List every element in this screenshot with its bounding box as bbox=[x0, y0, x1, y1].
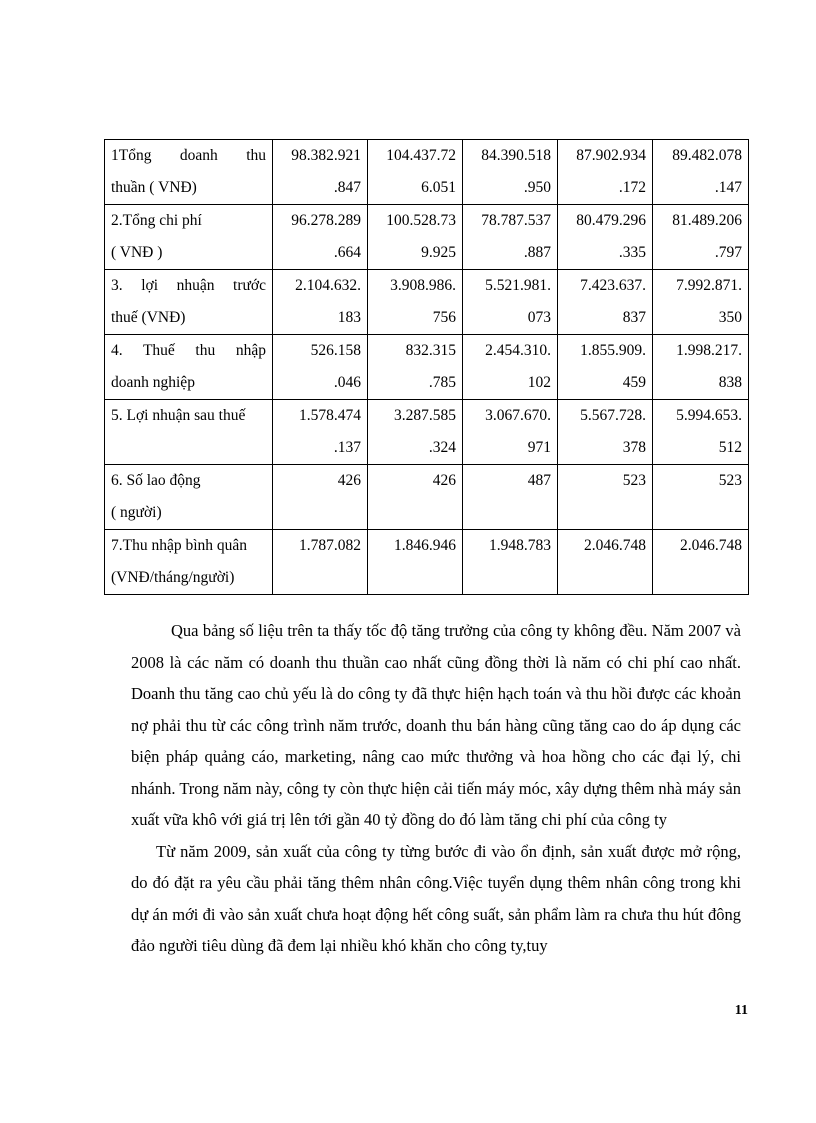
value-line: 378 bbox=[622, 439, 646, 456]
value-cell bbox=[368, 140, 463, 205]
table-body bbox=[105, 140, 749, 595]
value-line: 512 bbox=[718, 439, 742, 456]
table-row bbox=[105, 205, 749, 270]
row-label-line: doanh nghiệp bbox=[111, 374, 195, 391]
value-line: 100.528.73 bbox=[386, 212, 456, 229]
value-line: 523 bbox=[622, 472, 646, 489]
value-line: 9.925 bbox=[421, 244, 456, 261]
value-cell bbox=[558, 205, 653, 270]
value-line: .324 bbox=[428, 439, 456, 456]
value-line: 78.787.537 bbox=[481, 212, 551, 229]
value-line: 5.521.981. bbox=[485, 277, 551, 294]
value-line: 6.051 bbox=[421, 179, 456, 196]
table-row bbox=[105, 465, 749, 530]
value-cell bbox=[653, 465, 749, 530]
value-line: 1.948.783 bbox=[489, 537, 551, 554]
value-cell bbox=[273, 205, 368, 270]
value-line: 1.998.217. bbox=[676, 342, 742, 359]
row-label-cell bbox=[105, 530, 273, 595]
table-row bbox=[105, 140, 749, 205]
value-cell bbox=[273, 140, 368, 205]
value-line: 2.104.632. bbox=[295, 277, 361, 294]
value-line bbox=[659, 562, 742, 594]
value-line: .137 bbox=[333, 439, 361, 456]
row-label-line: 5. Lợi nhuận sau thuế bbox=[111, 407, 246, 424]
value-line bbox=[374, 562, 456, 594]
row-label-line: ( người) bbox=[111, 504, 162, 521]
value-cell bbox=[368, 270, 463, 335]
value-cell bbox=[463, 335, 558, 400]
value-cell bbox=[368, 465, 463, 530]
row-label-line: thuế (VNĐ) bbox=[111, 309, 186, 326]
value-line: .664 bbox=[333, 244, 361, 261]
value-line bbox=[469, 497, 551, 529]
value-cell bbox=[273, 335, 368, 400]
value-line: 526.158 bbox=[310, 342, 361, 359]
row-label-line bbox=[111, 432, 266, 464]
value-line: 832.315 bbox=[405, 342, 456, 359]
value-line: .147 bbox=[714, 179, 742, 196]
value-line: 2.454.310. bbox=[485, 342, 551, 359]
value-line: 837 bbox=[622, 309, 646, 326]
page-number: 11 bbox=[734, 1003, 748, 1018]
value-cell bbox=[368, 335, 463, 400]
value-line: .335 bbox=[618, 244, 646, 261]
row-label-line: 7.Thu nhập bình quân bbox=[111, 537, 248, 554]
table-row bbox=[105, 270, 749, 335]
value-cell bbox=[368, 205, 463, 270]
body-text bbox=[131, 615, 741, 962]
value-line: 5.567.728. bbox=[580, 407, 646, 424]
value-line: 523 bbox=[718, 472, 742, 489]
value-cell bbox=[463, 140, 558, 205]
value-line: 073 bbox=[527, 309, 551, 326]
value-line: 80.479.296 bbox=[576, 212, 646, 229]
value-line bbox=[279, 497, 361, 529]
value-line: 350 bbox=[718, 309, 742, 326]
value-line: 7.992.871. bbox=[676, 277, 742, 294]
value-line: 1.578.474 bbox=[299, 407, 361, 424]
value-cell bbox=[653, 400, 749, 465]
value-line: 426 bbox=[432, 472, 456, 489]
value-line: .847 bbox=[333, 179, 361, 196]
row-label-cell bbox=[105, 140, 273, 205]
value-line: 426 bbox=[337, 472, 361, 489]
row-label-line: 2.Tổng chi phí bbox=[111, 212, 202, 229]
row-label-line: (VNĐ/tháng/người) bbox=[111, 569, 235, 586]
value-line: 89.482.078 bbox=[672, 147, 742, 164]
value-line: 102 bbox=[527, 374, 551, 391]
value-line: 3.908.986. bbox=[390, 277, 456, 294]
value-cell bbox=[653, 205, 749, 270]
value-cell bbox=[653, 270, 749, 335]
row-label-cell bbox=[105, 270, 273, 335]
value-cell bbox=[558, 140, 653, 205]
value-line: 1.787.082 bbox=[299, 537, 361, 554]
value-line bbox=[279, 562, 361, 594]
value-cell bbox=[368, 530, 463, 595]
value-cell bbox=[463, 465, 558, 530]
row-label-line: 1Tổng doanh thu bbox=[111, 147, 266, 164]
value-cell bbox=[463, 400, 558, 465]
value-cell bbox=[368, 400, 463, 465]
value-line bbox=[374, 497, 456, 529]
value-cell bbox=[653, 335, 749, 400]
row-label-cell bbox=[105, 335, 273, 400]
value-line: 104.437.72 bbox=[386, 147, 456, 164]
value-line: 84.390.518 bbox=[481, 147, 551, 164]
value-cell bbox=[273, 465, 368, 530]
value-line: 2.046.748 bbox=[680, 537, 742, 554]
row-label-line: 4. Thuế thu nhập bbox=[111, 342, 266, 359]
value-line: 81.489.206 bbox=[672, 212, 742, 229]
value-cell bbox=[653, 140, 749, 205]
value-line: 971 bbox=[527, 439, 551, 456]
row-label-line: thuần ( VNĐ) bbox=[111, 179, 197, 196]
value-cell bbox=[273, 530, 368, 595]
value-cell bbox=[273, 270, 368, 335]
row-label-cell bbox=[105, 465, 273, 530]
value-line: 756 bbox=[432, 309, 456, 326]
value-cell bbox=[463, 205, 558, 270]
value-line bbox=[564, 497, 646, 529]
value-line bbox=[469, 562, 551, 594]
table-row bbox=[105, 530, 749, 595]
value-line bbox=[659, 497, 742, 529]
value-line: 98.382.921 bbox=[291, 147, 361, 164]
value-line: .797 bbox=[714, 244, 742, 261]
value-cell bbox=[653, 530, 749, 595]
value-line: .172 bbox=[618, 179, 646, 196]
value-cell bbox=[558, 400, 653, 465]
table-row bbox=[105, 400, 749, 465]
row-label-cell bbox=[105, 400, 273, 465]
value-line: 3.287.585 bbox=[394, 407, 456, 424]
row-label-cell bbox=[105, 205, 273, 270]
value-line: 459 bbox=[622, 374, 646, 391]
value-line: 1.846.946 bbox=[394, 537, 456, 554]
value-cell bbox=[558, 465, 653, 530]
value-line: 1.855.909. bbox=[580, 342, 646, 359]
value-line: .950 bbox=[523, 179, 551, 196]
row-label-line: 3. lợi nhuận trước bbox=[111, 277, 266, 294]
row-label-line: ( VNĐ ) bbox=[111, 244, 163, 261]
value-line: 838 bbox=[718, 374, 742, 391]
value-line: 96.278.289 bbox=[291, 212, 361, 229]
value-line: 183 bbox=[337, 309, 361, 326]
value-line: 2.046.748 bbox=[584, 537, 646, 554]
value-line: .046 bbox=[333, 374, 361, 391]
value-line: .887 bbox=[523, 244, 551, 261]
value-cell bbox=[558, 270, 653, 335]
value-cell bbox=[463, 270, 558, 335]
paragraph-2: Từ năm 2009, sản xuất của công ty từng bước đi vào ổn định, sản xuất được mở rộng, do đó đặt ra yêu cầu phải tăng thêm nhân công.Việc tuyển dụng thêm nhân công trong khi dự án mới đi vào sản xuất chưa hoạt động hết công suất, sản phẩm làm ra chưa thu hút đông đảo người tiêu dùng đã đem lại nhiều khó khăn cho công ty,tuy bbox=[131, 841, 741, 955]
value-cell bbox=[463, 530, 558, 595]
value-line: 3.067.670. bbox=[485, 407, 551, 424]
value-cell bbox=[273, 400, 368, 465]
row-label-line: 6. Số lao động bbox=[111, 472, 201, 489]
paragraph-1: Qua bảng số liệu trên ta thấy tốc độ tăng trưởng của công ty không đều. Năm 2007 và 2008 là các năm có doanh thu thuần cao nhất cũng đồng thời là năm có chi phí cao nhất. Doanh thu tăng cao chủ yếu là do công ty đã thực hiện hạch toán và thu hồi được các khoản nợ phải thu từ các công trình năm trước, doanh thu bán hàng cũng tăng cao do áp dụng các biện pháp quảng cáo, marketing, nâng cao mức thưởng và hoa hồng cho các đại lý, chi nhánh. Trong năm này, công ty còn thực hiện cải tiến máy móc, xây dựng thêm nhà máy sản xuất vữa khô với giá trị lên tới gần 40 tỷ đồng do đó làm tăng chi phí của công ty bbox=[131, 621, 741, 829]
value-line bbox=[564, 562, 646, 594]
value-line: .785 bbox=[428, 374, 456, 391]
value-line: 487 bbox=[527, 472, 551, 489]
table-row bbox=[105, 335, 749, 400]
value-line: 7.423.637. bbox=[580, 277, 646, 294]
financial-table bbox=[104, 139, 749, 595]
value-cell bbox=[558, 530, 653, 595]
value-line: 5.994.653. bbox=[676, 407, 742, 424]
value-cell bbox=[558, 335, 653, 400]
value-line: 87.902.934 bbox=[576, 147, 646, 164]
